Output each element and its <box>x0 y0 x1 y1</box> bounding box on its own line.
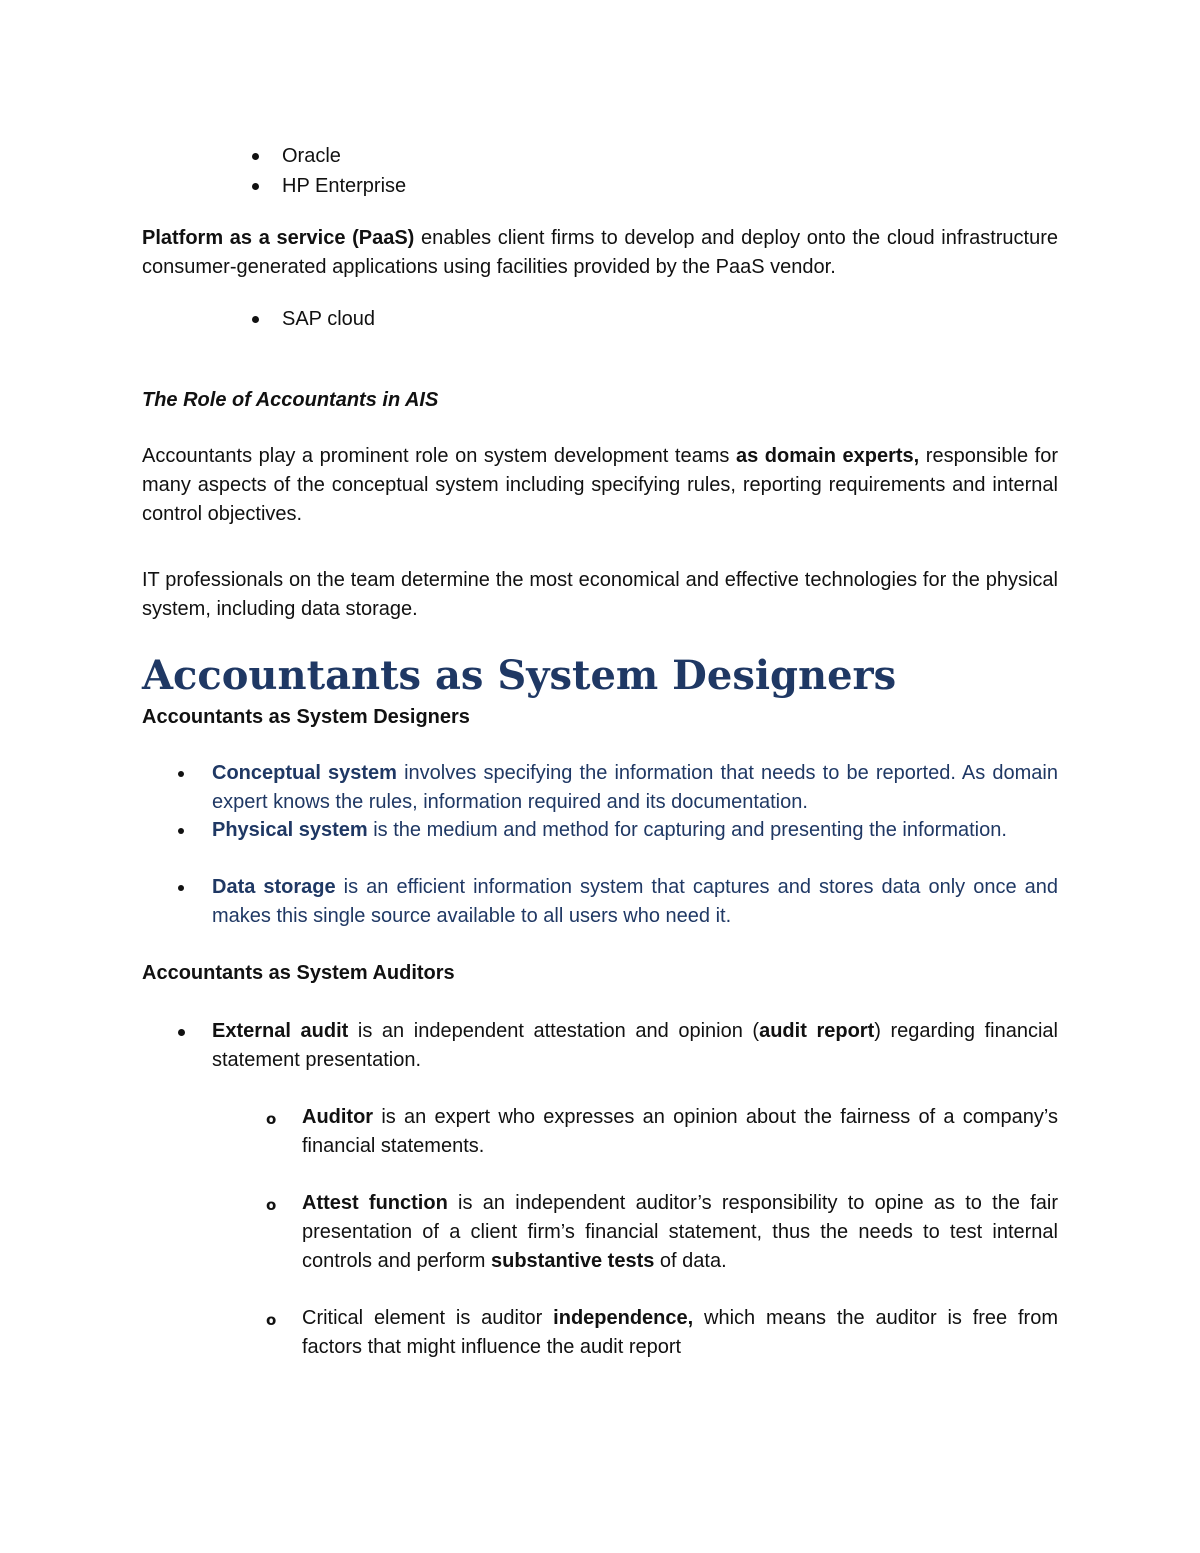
sub-bullet-marker: o <box>266 1311 277 1329</box>
item-term: Attest function <box>302 1192 448 1214</box>
item-bold: independence, <box>553 1307 694 1329</box>
item-text: is an independent auditor’s responsibility to opine as to the fair presentation of a client firm’s financial statement, thus the needs to test internal controls and perform <box>302 1192 1058 1272</box>
item-text: of data. <box>654 1250 727 1272</box>
item-text: is an efficient information system that captures and stores data only once and makes this single source available to all users who need it. <box>212 876 1058 927</box>
paas-paragraph <box>142 224 1058 282</box>
item-text: involves specifying the information that needs to be reported. As domain expert knows the rules, information required and its documentation. <box>212 762 1058 813</box>
item-term: Physical system <box>212 819 368 841</box>
bullet-dot <box>252 316 259 323</box>
role-paragraph-2: IT professionals on the team determine the most economical and effective technologies for the physical system, including data storage. <box>142 569 1058 620</box>
paas-term: Platform as a service (PaaS) <box>142 227 415 249</box>
item-term: External audit <box>212 1020 349 1042</box>
list-item <box>212 759 1058 817</box>
auditors-heading: Accountants as System Auditors <box>142 962 455 984</box>
item-term: Data storage <box>212 876 336 898</box>
bullet-dot <box>252 183 259 190</box>
item-text: Critical element is auditor <box>302 1307 554 1329</box>
role-para1-after: responsible for many aspects of the conceptual system including specifying rules, reporting requirements and internal control objectives. <box>142 445 1058 525</box>
list-item <box>212 1017 1058 1075</box>
item-term: Auditor <box>302 1106 374 1128</box>
list-item: HP Enterprise <box>282 175 407 197</box>
list-item: Oracle <box>282 145 341 167</box>
item-text: is an expert who expresses an opinion about the fairness of a company’s financial statements. <box>302 1106 1058 1157</box>
designers-subheading: Accountants as System Designers <box>142 706 470 728</box>
item-text: is the medium and method for capturing and presenting the information. <box>367 819 1007 841</box>
paas-text: enables client firms to develop and deploy onto the cloud infrastructure consumer-generated applications using facilities provided by the PaaS vendor. <box>142 227 1059 278</box>
sub-bullet-marker: o <box>266 1110 277 1128</box>
bullet-dot <box>178 885 184 891</box>
item-bold: substantive tests <box>490 1250 655 1272</box>
item-text: is an independent attestation and opinion ( <box>348 1020 760 1042</box>
bullet-dot <box>252 153 259 160</box>
item-bold: audit report <box>759 1020 875 1042</box>
item-text: ) regarding financial statement presentation. <box>212 1020 1058 1071</box>
role-heading: The Role of Accountants in AIS <box>142 389 439 411</box>
role-para1-text: Accountants play a prominent role on system development teams <box>142 445 736 467</box>
list-item <box>212 873 1058 931</box>
bullet-dot <box>178 1029 185 1036</box>
section-title: Accountants as System Designers <box>142 652 897 699</box>
bullet-dot <box>178 828 184 834</box>
role-para1-bold: as domain experts, <box>735 445 920 467</box>
role-paragraph-1 <box>142 442 1058 529</box>
item-text: which means the auditor is free from factors that might influence the audit report <box>302 1307 1059 1358</box>
sub-list-item <box>302 1189 1058 1276</box>
list-item <box>212 816 1058 845</box>
sub-list-item <box>302 1103 1058 1161</box>
bullet-dot <box>178 771 184 777</box>
list-item: SAP cloud <box>282 308 376 330</box>
sub-bullet-marker: o <box>266 1196 277 1214</box>
sub-list-item <box>302 1304 1058 1362</box>
item-term: Conceptual system <box>212 762 397 784</box>
